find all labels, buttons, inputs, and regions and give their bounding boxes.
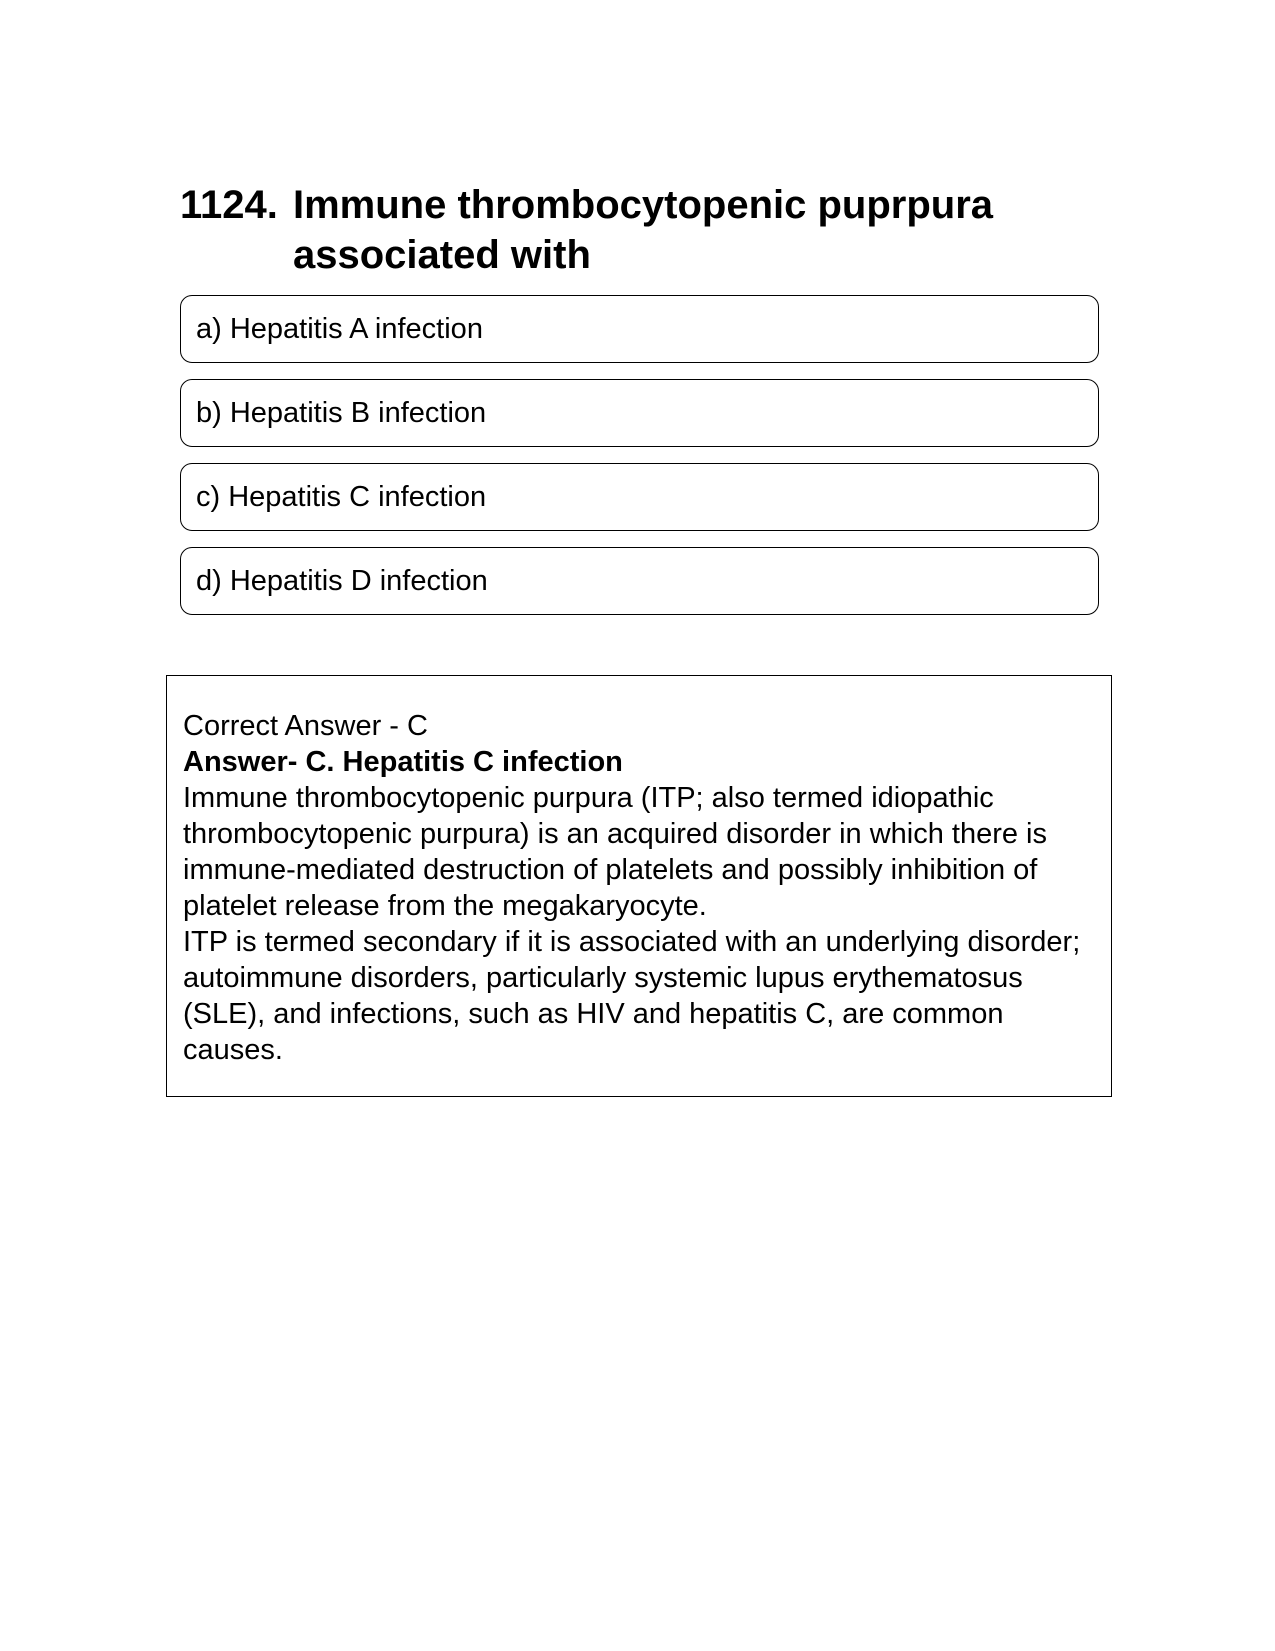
options-list — [180, 295, 1099, 631]
question-text: Immune thrombocytopenic puprpura associated with — [293, 183, 994, 277]
option-d[interactable]: d) Hepatitis D infection — [180, 547, 1099, 615]
explanation-paragraph-2: ITP is termed secondary if it is associated with an underlying disorder; autoimmune disorders, particularly systemic lupus erythematosus (SLE), and infections, such as HIV and hepatitis C, are common causes. — [183, 926, 1081, 1066]
answer-explanation-box — [166, 675, 1112, 1097]
option-a[interactable]: a) Hepatitis A infection — [180, 295, 1099, 363]
explanation-paragraph-1: Immune thrombocytopenic purpura (ITP; also termed idiopathic thrombocytopenic purpura) is an acquired disorder in which there is immune-mediated destruction of platelets and possibly inhibition of platelet release from the megakaryocyte. — [183, 782, 1047, 922]
question-number: 1124. — [180, 183, 278, 227]
question-heading — [180, 180, 1100, 280]
correct-answer-line: Correct Answer - C — [183, 710, 428, 742]
answer-title: Answer- C. Hepatitis C infection — [183, 746, 623, 778]
option-b[interactable]: b) Hepatitis B infection — [180, 379, 1099, 447]
option-c[interactable]: c) Hepatitis C infection — [180, 463, 1099, 531]
